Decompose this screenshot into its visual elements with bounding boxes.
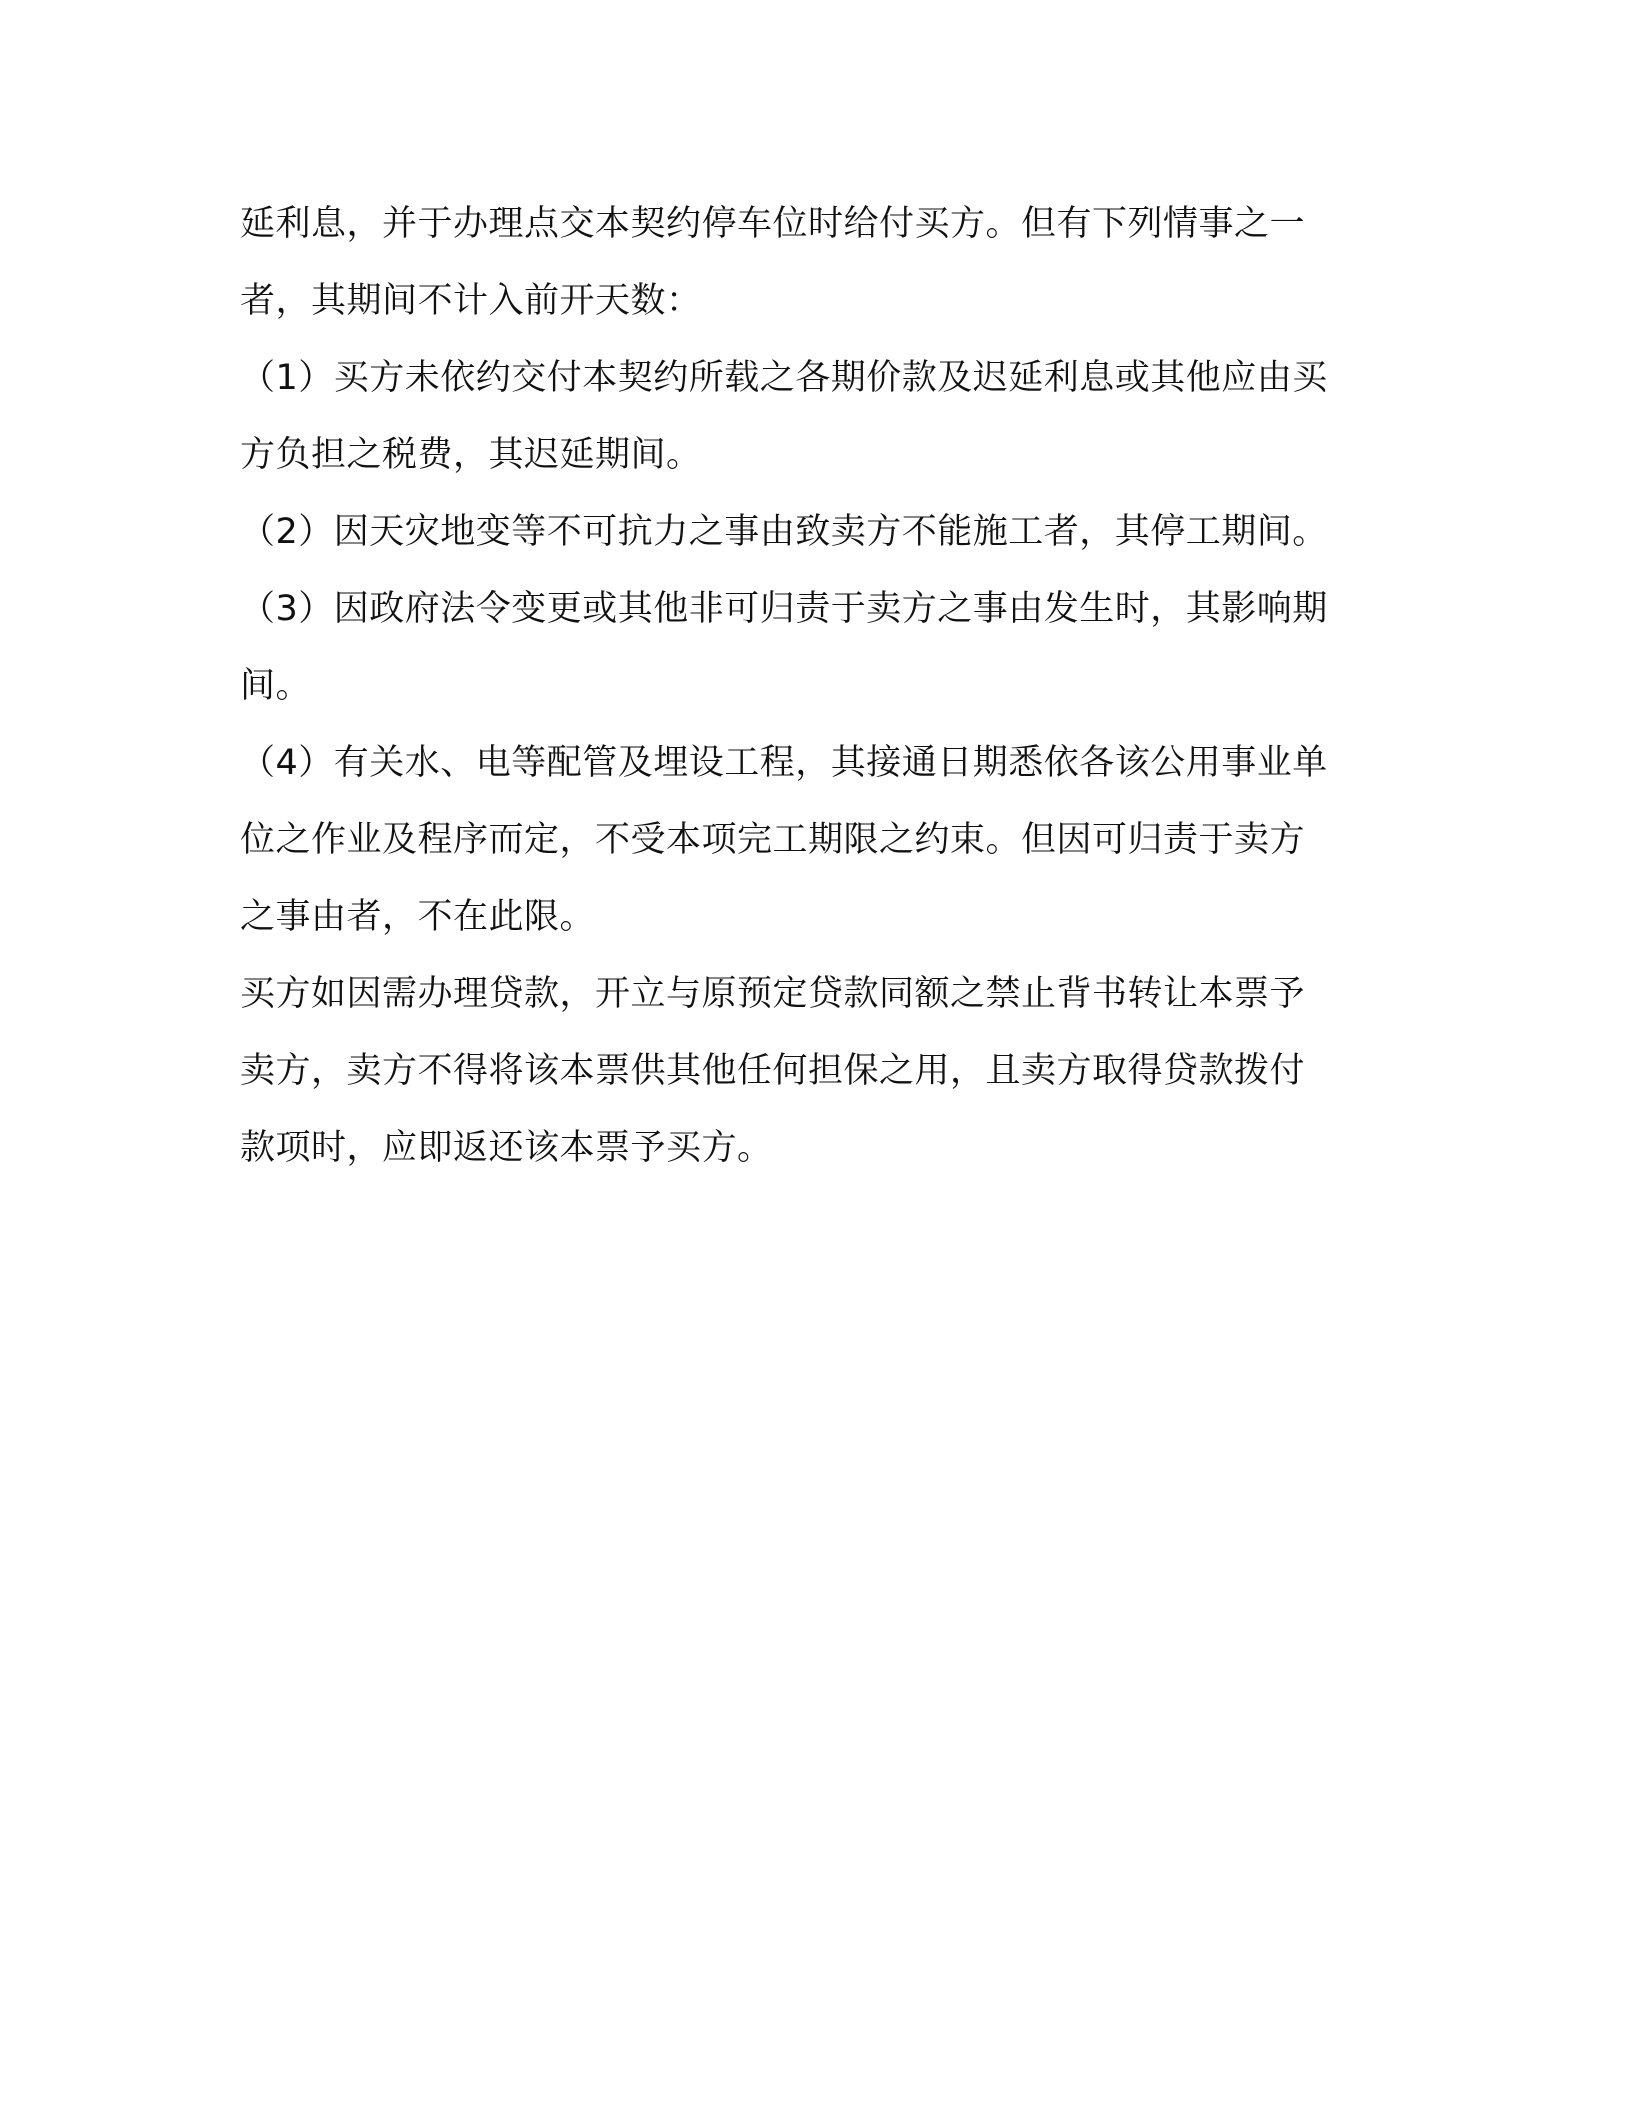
- text-line: （4）有关水、电等配管及埋设工程，其接通日期悉依各该公用事业单: [240, 743, 1328, 783]
- text-line: 间。: [240, 666, 312, 706]
- text-line: 方负担之税费，其迟延期间。: [240, 435, 702, 475]
- text-line: 卖方，卖方不得将该本票供其他任何担保之用，且卖方取得贷款拨付: [240, 1051, 1306, 1091]
- text-line: 位之作业及程序而定，不受本项完工期限之约束。但因可归责于卖方: [240, 820, 1306, 860]
- text-line: （2）因天灾地变等不可抗力之事由致卖方不能施工者，其停工期间。: [240, 512, 1328, 552]
- text-line: （3）因政府法令变更或其他非可归责于卖方之事由发生时，其影响期: [240, 589, 1328, 629]
- text-line: 延利息，并于办理点交本契约停车位时给付买方。但有下列情事之一: [240, 204, 1306, 244]
- text-line: （1）买方未依约交付本契约所载之各期价款及迟延利息或其他应由买: [240, 358, 1328, 398]
- text-line: 之事由者，不在此限。: [240, 897, 596, 937]
- text-line: 者，其期间不计入前开天数：: [240, 281, 702, 321]
- text-line: 款项时，应即返还该本票予买方。: [240, 1128, 773, 1168]
- document-body: [240, 186, 1400, 1187]
- text-line: 买方如因需办理贷款，开立与原预定贷款同额之禁止背书转让本票予: [240, 974, 1306, 1014]
